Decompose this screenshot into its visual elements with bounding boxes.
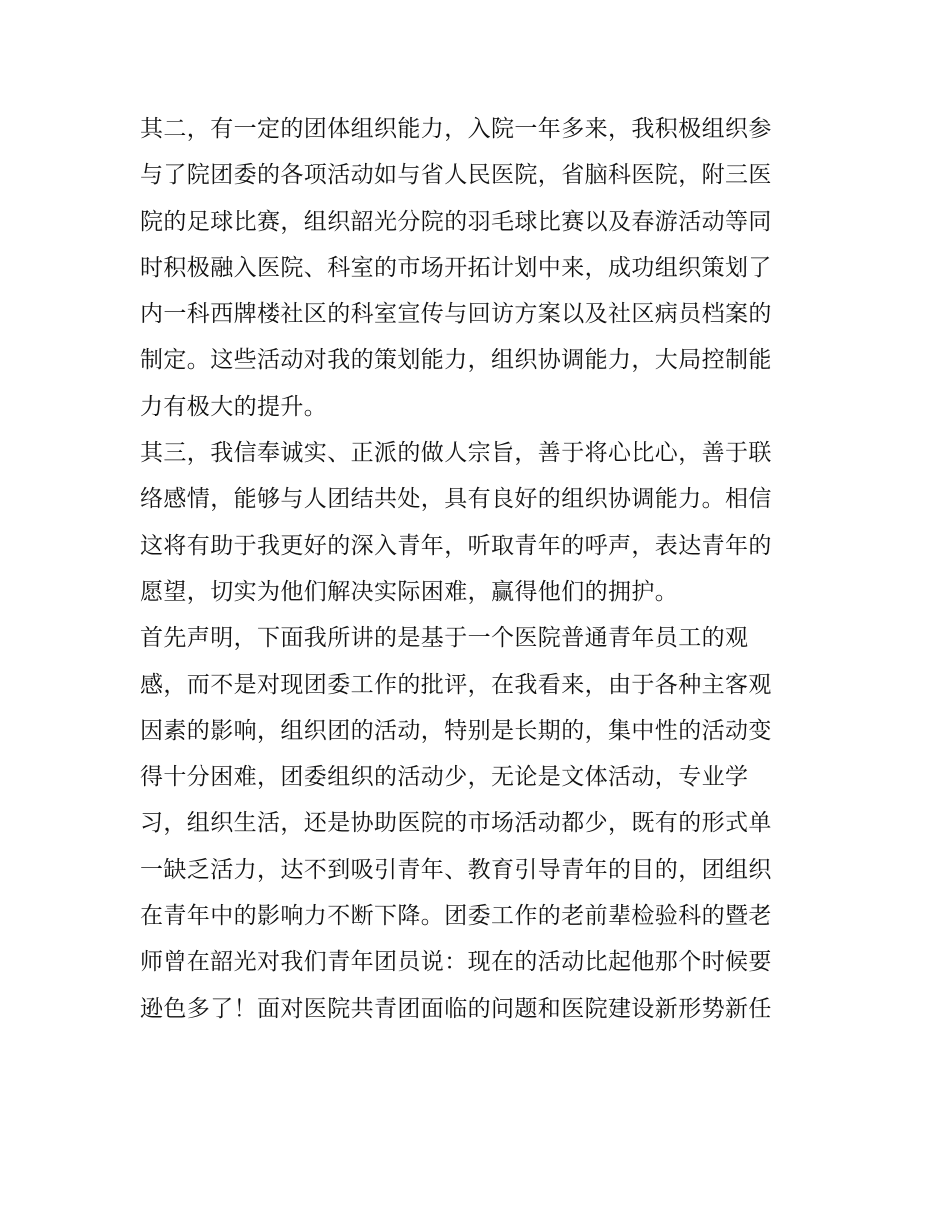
text-line: 与了院团委的各项活动如与省人民医院，省脑科医院，附三医 bbox=[140, 162, 772, 189]
text-line: 制定。这些活动对我的策划能力，组织协调能力，大局控制能 bbox=[140, 347, 772, 374]
text-line: 时积极融入医院、科室的市场开拓计划中来，成功组织策划了 bbox=[140, 254, 772, 281]
text-line: 首先声明，下面我所讲的是基于一个医院普通青年员工的观 bbox=[140, 625, 749, 652]
text-line: 逊色多了！面对医院共青团面临的问题和医院建设新形势新任 bbox=[140, 995, 772, 1022]
text-line: 得十分困难，团委组织的活动少，无论是文体活动，专业学 bbox=[140, 764, 749, 791]
text-line: 内一科西牌楼社区的科室宣传与回访方案以及社区病员档案的 bbox=[140, 301, 772, 328]
text-line: 这将有助于我更好的深入青年，听取青年的呼声，表达青年的 bbox=[140, 532, 772, 559]
text-line: 其三，我信奉诚实、正派的做人宗旨，善于将心比心，善于联 bbox=[140, 440, 772, 467]
text-line: 其二，有一定的团体组织能力，入院一年多来，我积极组织参 bbox=[140, 116, 772, 142]
text-line: 师曾在韶光对我们青年团员说：现在的活动比起他那个时候要 bbox=[140, 949, 772, 976]
text-line: 习，组织生活，还是协助医院的市场活动都少，既有的形式单 bbox=[140, 810, 772, 837]
text-line: 一缺乏活力，达不到吸引青年、教育引导青年的目的，团组织 bbox=[140, 856, 772, 883]
text-line: 愿望，切实为他们解决实际困难，赢得他们的拥护。 bbox=[140, 578, 679, 605]
text-line: 在青年中的影响力不断下降。团委工作的老前辈检验科的暨老 bbox=[140, 903, 772, 930]
text-line: 因素的影响，组织团的活动，特别是长期的，集中性的活动变 bbox=[140, 717, 772, 744]
text-line: 力有极大的提升。 bbox=[140, 393, 328, 420]
text-line: 络感情，能够与人团结共处，具有良好的组织协调能力。相信 bbox=[140, 486, 772, 513]
text-line: 感，而不是对现团委工作的批评，在我看来，由于各种主客观 bbox=[140, 671, 772, 698]
text-line: 院的足球比赛，组织韶光分院的羽毛球比赛以及春游活动等同 bbox=[140, 208, 772, 235]
document-body bbox=[140, 106, 820, 1032]
